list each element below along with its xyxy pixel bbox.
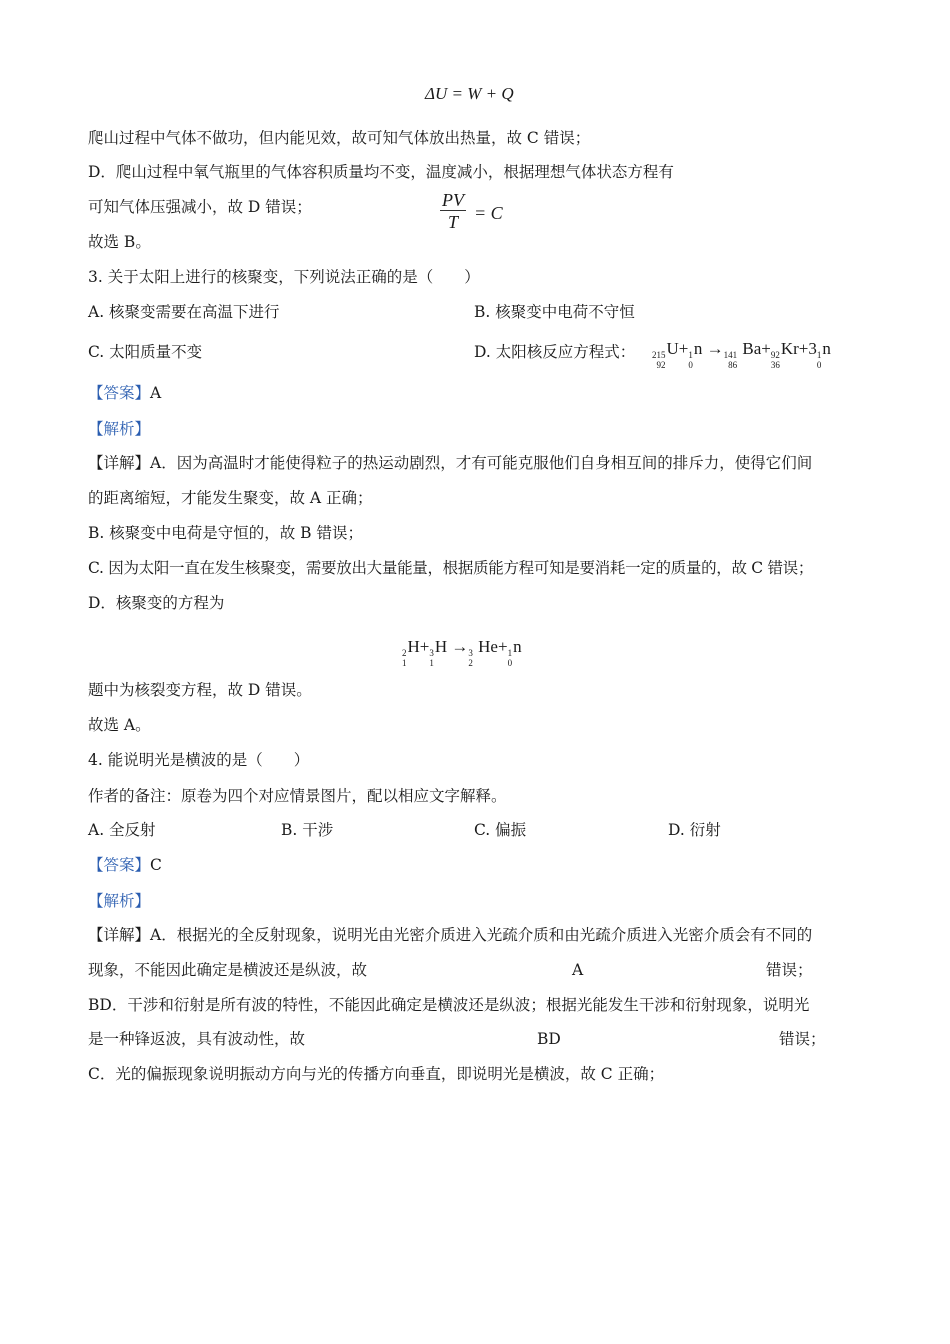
text-line: 现象，不能因此确定是横波还是纵波，故 <box>88 961 368 979</box>
option-3a: A. 核聚变需要在高温下进行 <box>88 303 280 321</box>
detail-4a: 【详解】A．根据光的全反射现象，说明光由光密介质进入光疏介质和由光疏介质进入光密介质会有不同的 <box>88 926 813 944</box>
text-line: 错误； <box>766 961 813 979</box>
text-line: 错误； <box>779 1030 826 1048</box>
option-4c: C. 偏振 <box>474 821 527 839</box>
question-4: 4. 能说明光是横波的是（ ） <box>88 751 310 769</box>
top-equation: ΔU = W + Q <box>425 84 514 103</box>
option-4a: A. 全反射 <box>88 821 156 839</box>
option-3b: B. 核聚变中电荷不守恒 <box>474 303 635 321</box>
pv-formula <box>440 190 466 233</box>
text-line: 题中为核裂变方程，故 D 错误。 <box>88 681 312 699</box>
text-line: 是一种锋返波，具有波动性，故 <box>88 1030 306 1048</box>
text-line: 的距离缩短，才能发生聚变，故 A 正确； <box>88 489 373 507</box>
detail-3d: D．核聚变的方程为 <box>88 594 225 612</box>
option-3d: D. 太阳核反应方程式： <box>474 343 636 361</box>
option-3c: C. 太阳质量不变 <box>88 343 203 361</box>
text-line: 故选 A。 <box>88 716 151 734</box>
pv-denominator: T <box>447 212 458 232</box>
text-line: A <box>572 961 584 979</box>
answer-4: 【答案】C <box>88 856 162 874</box>
question-3: 3. 关于太阳上进行的核聚变，下列说法正确的是（ ） <box>88 268 480 286</box>
text-line: D．爬山过程中氧气瓶里的气体容积质量均不变，温度减小，根据理想气体状态方程有 <box>88 163 674 181</box>
option-4d: D. 衍射 <box>668 821 721 839</box>
pv-numerator: PV <box>442 190 464 210</box>
detail-3a: 【详解】A．因为高温时才能使得粒子的热运动剧烈，才有可能克服他们自身相互间的排斥力，使得它们间 <box>88 454 813 472</box>
option-4b: B. 干涉 <box>281 821 334 839</box>
text-line: BD <box>537 1030 561 1048</box>
text-line: 爬山过程中气体不做功，但内能见效，故可知气体放出热量，故 C 错误； <box>88 129 591 147</box>
detail-3c: C. 因为太阳一直在发生核聚变，需要放出大量能量，根据质能方程可知是要消耗一定的质量的，故 C 错误； <box>88 559 814 577</box>
fusion-equation: 2 1 H+ 3 1 H → 3 2 He+ 1 0 n <box>402 637 522 668</box>
text-line: 可知气体压强减小，故 D 错误； <box>88 198 312 216</box>
text-line: 故选 B。 <box>88 233 151 251</box>
author-note: 作者的备注：原卷为四个对应情景图片，配以相应文字解释。 <box>88 787 507 805</box>
answer-3: 【答案】A <box>88 384 162 402</box>
detail-3b: B. 核聚变中电荷是守恒的，故 B 错误； <box>88 524 363 542</box>
analysis-label-4: 【解析】 <box>88 892 151 910</box>
fission-equation: 215 92 U+ 1 0 n → 141 86 Ba+ 92 36 Kr+3 1 0 n <box>652 339 831 370</box>
detail-4bd: BD．干涉和衍射是所有波的特性，不能因此确定是横波还是纵波；根据光能发生干涉和衍射现象，说明光 <box>88 996 810 1014</box>
pv-rhs: = C <box>474 203 503 223</box>
analysis-label-3: 【解析】 <box>88 420 151 438</box>
detail-4c: C．光的偏振现象说明振动方向与光的传播方向垂直，即说明光是横波，故 C 正确； <box>88 1065 665 1083</box>
